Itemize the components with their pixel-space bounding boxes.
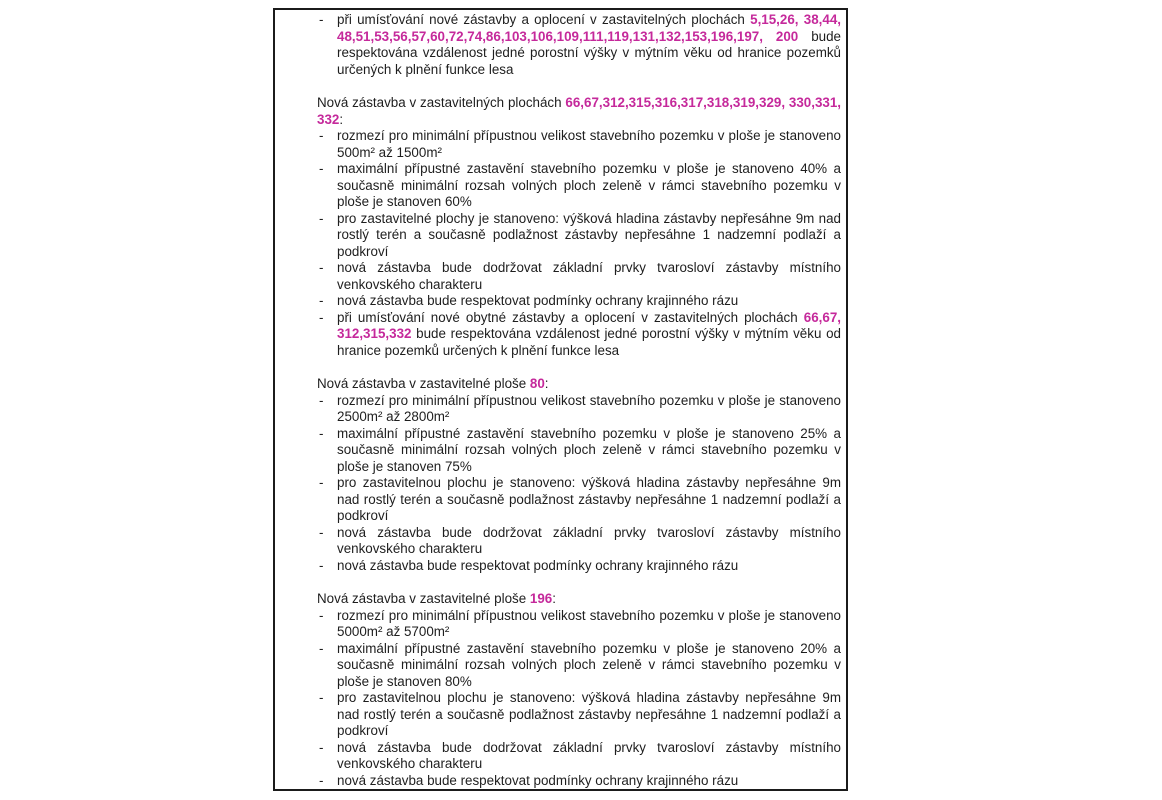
bullet-item xyxy=(317,740,841,773)
bullet-item xyxy=(317,608,841,641)
document-page xyxy=(273,8,848,791)
text-run: při umísťování nové zástavby a oplocení v zastavitelných plochách xyxy=(337,12,751,27)
section xyxy=(317,95,841,359)
text-run: rozmezí pro minimální přípustnou velikost stavebního pozemku v ploše je stanoveno 2500m² až 2800m² xyxy=(337,392,841,424)
section xyxy=(317,12,841,78)
bullet-dash: - xyxy=(319,640,324,656)
bullet-item xyxy=(317,393,841,426)
bullet-dash: - xyxy=(319,260,324,275)
bullet-text xyxy=(337,128,841,161)
bullet-dash: - xyxy=(319,128,324,143)
bullet-text xyxy=(337,310,841,360)
bullet-dash: - xyxy=(319,607,324,623)
bullet-text xyxy=(337,690,841,740)
bullet-dash: - xyxy=(319,475,324,490)
text-run: : xyxy=(544,376,549,391)
plot-number-accent: 80 xyxy=(529,376,545,391)
plot-number-accent: 66,​67,​312,​315,​316,​317,​318,​319,​329,​ 330,​331,​332 xyxy=(317,95,842,127)
bullet-dash: - xyxy=(319,161,324,176)
text-run: nová zástavba bude dodržovat základní prvky tvarosloví zástavby místního venkovského charakteru xyxy=(337,524,841,556)
text-run: Nová zástavba v zastavitelné ploše xyxy=(317,591,530,606)
bullet-dash: - xyxy=(319,293,324,308)
bullet-dash: - xyxy=(319,739,324,755)
bullet-item xyxy=(317,310,841,360)
text-run: nová zástavba bude dodržovat základní prvky tvarosloví zástavby místního venkovského charakteru xyxy=(337,739,841,771)
bullet-item xyxy=(317,260,841,293)
bullet-text xyxy=(337,260,841,293)
bullet-item xyxy=(317,558,841,575)
text-run: bude respektována vzdálenost jedné porostní výšky v mýtním věku od hranice pozemků určených k plnění funkce lesa xyxy=(337,28,842,77)
text-run: pro zastavitelnou plochu je stanoveno: výšková hladina zástavby nepřesáhne 9m nad rostlý terén a současně podlažnost zástavby nepřesáhne 1 nadzemní podlaží a podkroví xyxy=(337,690,841,738)
bullet-item xyxy=(317,690,841,740)
bullet-item xyxy=(317,641,841,691)
bullet-text xyxy=(337,475,841,525)
text-run: : xyxy=(552,591,556,606)
text-run: nová zástavba bude respektovat podmínky ochrany krajinného rázu xyxy=(337,293,739,308)
bullet-item xyxy=(317,211,841,261)
plot-number-accent: 5,​15,​26,​ 38,​44,​48,​51,​53,​56,​57,​60,​72,​74,​86,​103,​106,​109,​111,​119,​131,​132,​153,​196,​197,​ 200 xyxy=(337,12,841,44)
bullet-text xyxy=(337,12,841,78)
bullet-dash: - xyxy=(319,392,324,408)
text-run: : xyxy=(339,111,344,127)
bullet-dash: - xyxy=(319,557,324,573)
bullet-dash: - xyxy=(319,309,324,325)
text-run: Nová zástavba v zastavitelné ploše xyxy=(317,376,530,391)
bullet-item xyxy=(317,426,841,476)
bullet-item xyxy=(317,128,841,161)
bullet-item xyxy=(317,525,841,558)
bullet-text xyxy=(337,293,841,310)
text-run: nová zástavba bude respektovat podmínky ochrany krajinného rázu xyxy=(337,557,739,573)
section-header xyxy=(317,591,841,608)
section xyxy=(317,591,841,789)
bullet-text xyxy=(337,740,841,773)
text-run: maximální přípustné zastavění stavebního pozemku v ploše je stanoveno 20% a současně minimální rozsah volných ploch zeleně v rámci stavebního pozemku v ploše je stanoven 80% xyxy=(337,640,841,689)
bullet-text xyxy=(337,426,841,476)
section xyxy=(317,376,841,574)
text-run: pro zastavitelné plochy je stanoveno: výšková hladina zástavby nepřesáhne 9m nad rostlý terén a současně podlažnost zástavby nepřesáhne 1 nadzemní podlaží a podkroví xyxy=(337,210,841,259)
bullet-text xyxy=(337,525,841,558)
bullet-item xyxy=(317,12,841,78)
bullet-text xyxy=(337,773,841,790)
text-run: bude respektována vzdálenost jedné porostní výšky v mýtním věku od hranice pozemků určených k plnění funkce lesa xyxy=(337,326,841,358)
text-run: maximální přípustné zastavění stavebního pozemku v ploše je stanoveno 25% a současně minimální rozsah volných ploch zeleně v rámci stavebního pozemku v ploše je stanoven 75% xyxy=(337,425,841,474)
bullet-text xyxy=(337,161,841,211)
text-run: pro zastavitelnou plochu je stanoveno: výšková hladina zástavby nepřesáhne 9m nad rostlý terén a současně podlažnost zástavby nepřesáhne 1 nadzemní podlaží a podkroví xyxy=(337,475,841,523)
bullet-item xyxy=(317,475,841,525)
bullet-text xyxy=(337,211,841,261)
bullet-item xyxy=(317,161,841,211)
bullet-dash: - xyxy=(319,12,324,27)
plot-number-accent: 66,​67,​312,​315,​332 xyxy=(337,309,841,341)
bullet-text xyxy=(337,608,841,641)
bullet-dash: - xyxy=(319,690,324,705)
section-header xyxy=(317,376,841,393)
document-text-body xyxy=(317,12,841,789)
section-header xyxy=(317,95,841,128)
text-run: Nová zástavba v zastavitelných plochách xyxy=(317,95,566,110)
plot-number-accent: 196 xyxy=(529,591,553,606)
bullet-item xyxy=(317,293,841,310)
text-run: při umísťování nové obytné zástavby a oplocení v zastavitelných plochách xyxy=(337,309,804,325)
bullet-text xyxy=(337,393,841,426)
bullet-dash: - xyxy=(319,772,324,788)
bullet-text xyxy=(337,558,841,575)
bullet-item xyxy=(317,773,841,790)
text-run: rozmezí pro minimální přípustnou velikost stavebního pozemku v ploše je stanoveno 500m² až 1500m² xyxy=(337,128,841,160)
bullet-text xyxy=(337,641,841,691)
bullet-dash: - xyxy=(319,425,324,441)
text-run: nová zástavba bude respektovat podmínky ochrany krajinného rázu xyxy=(337,772,739,788)
bullet-dash: - xyxy=(319,210,324,226)
text-run: rozmezí pro minimální přípustnou velikost stavebního pozemku v ploše je stanoveno 5000m² až 5700m² xyxy=(337,607,841,639)
bullet-dash: - xyxy=(319,524,324,540)
text-run: maximální přípustné zastavění stavebního pozemku v ploše je stanoveno 40% a současně minimální rozsah volných ploch zeleně v rámci stavebního pozemku v ploše je stanoven 60% xyxy=(337,161,841,209)
text-run: nová zástavba bude dodržovat základní prvky tvarosloví zástavby místního venkovského charakteru xyxy=(337,260,841,292)
